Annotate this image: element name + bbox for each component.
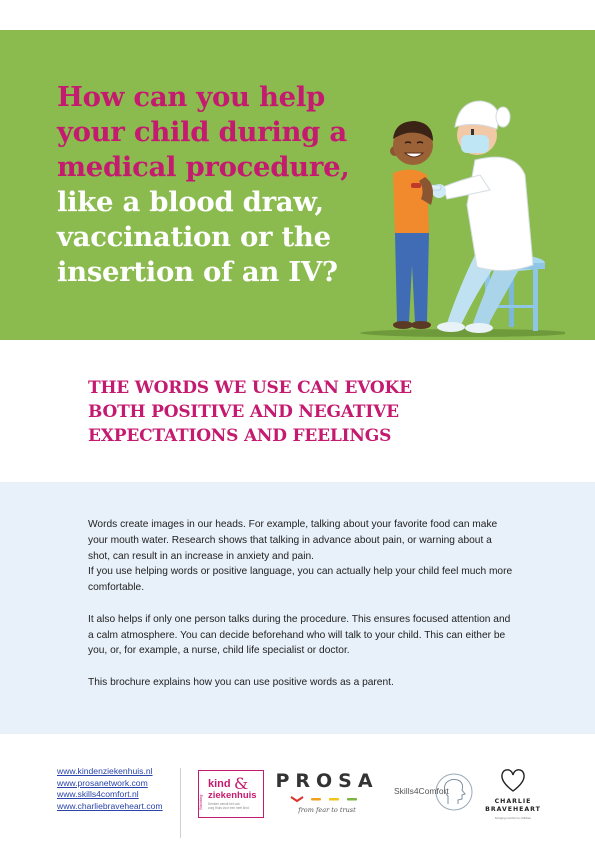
- hero-title: [57, 80, 387, 290]
- link-charliebraveheart[interactable]: www.charliebraveheart.com: [57, 800, 163, 811]
- link-kindenziekenhuis[interactable]: www.kindenziekenhuis.nl: [57, 766, 153, 776]
- hero-title-line: insertion of an IV?: [57, 256, 338, 288]
- footer-links: [57, 766, 163, 812]
- link-prosanetwork[interactable]: www.prosanetwork.com: [57, 777, 148, 788]
- kind-logo-word: ziekenhuis: [208, 790, 257, 801]
- kind-logo-tagline: Denken vanuit het ook: [208, 802, 240, 806]
- kind-logo-word: kind: [208, 778, 231, 790]
- skills4comfort-logo: [390, 768, 480, 818]
- prosa-color-dashes-icon: [289, 795, 365, 803]
- charlie-braveheart-tagline: bringing comfort to children: [494, 816, 532, 820]
- prosa-logo-word: PROSA: [275, 770, 379, 792]
- child-and-doctor-illustration: [355, 65, 565, 340]
- body-panel: [0, 482, 595, 734]
- body-paragraph-text: Words create images in our heads. For example, talking about your favorite food can make your mouth water. Research shows that talking in advance about pain, or warning about a shot, can result in an increase in anxiety and pain.: [88, 519, 498, 562]
- hero-title-line: vaccination or the: [57, 221, 331, 253]
- footer: [0, 760, 595, 841]
- kind-logo-tagline: zorg thuis voor een heel kind: [208, 806, 249, 810]
- kind-logo-ampersand: &: [234, 774, 249, 793]
- kind-logo-stacked-text: Stichting: [198, 794, 203, 810]
- body-paragraph: This brochure explains how you can use positive words as a parent.: [88, 676, 394, 688]
- hero-title-line: How can you help: [57, 81, 325, 113]
- hero-title-line: your child during a: [57, 116, 347, 148]
- link-skills4comfort[interactable]: www.skills4comfort.nl: [57, 789, 139, 799]
- body-paragraph: [88, 517, 513, 596]
- section-heading: [88, 376, 508, 448]
- hero-banner: [0, 30, 595, 340]
- hero-title-line: like a blood draw,: [57, 186, 324, 218]
- prosa-logo-tagline: from fear to trust: [298, 806, 356, 814]
- hero-title-line: medical procedure,: [57, 151, 350, 183]
- body-paragraph-text: If you use helping words or positive language, you can actually help your child feel much more comfortable.: [88, 566, 513, 594]
- kind-en-ziekenhuis-logo: [198, 770, 264, 818]
- section-heading-line: BOTH POSITIVE AND NEGATIVE: [88, 402, 399, 422]
- skills4comfort-logo-word: Skills4Comfort: [394, 786, 449, 796]
- charlie-braveheart-logo: [482, 766, 544, 826]
- footer-divider: [180, 768, 181, 838]
- section-heading-line: THE WORDS WE USE CAN EVOKE: [88, 378, 412, 398]
- charlie-name-line: CHARLIE: [494, 798, 532, 805]
- prosa-logo: [275, 770, 379, 822]
- body-text: [88, 517, 513, 707]
- charlie-name-line: BRAVEHEART: [485, 806, 541, 813]
- heart-outline-icon: [499, 766, 527, 794]
- body-paragraph: It also helps if only one person talks during the procedure. This ensures focused attention and a calm atmosphere. You can decide beforehand who will talk to your child. This can either be you, or, for example, a nurse, child life specialist or doctor.: [88, 613, 511, 657]
- section-heading-line: EXPECTATIONS AND FEELINGS: [88, 426, 392, 446]
- charlie-braveheart-logo-word: [482, 798, 544, 814]
